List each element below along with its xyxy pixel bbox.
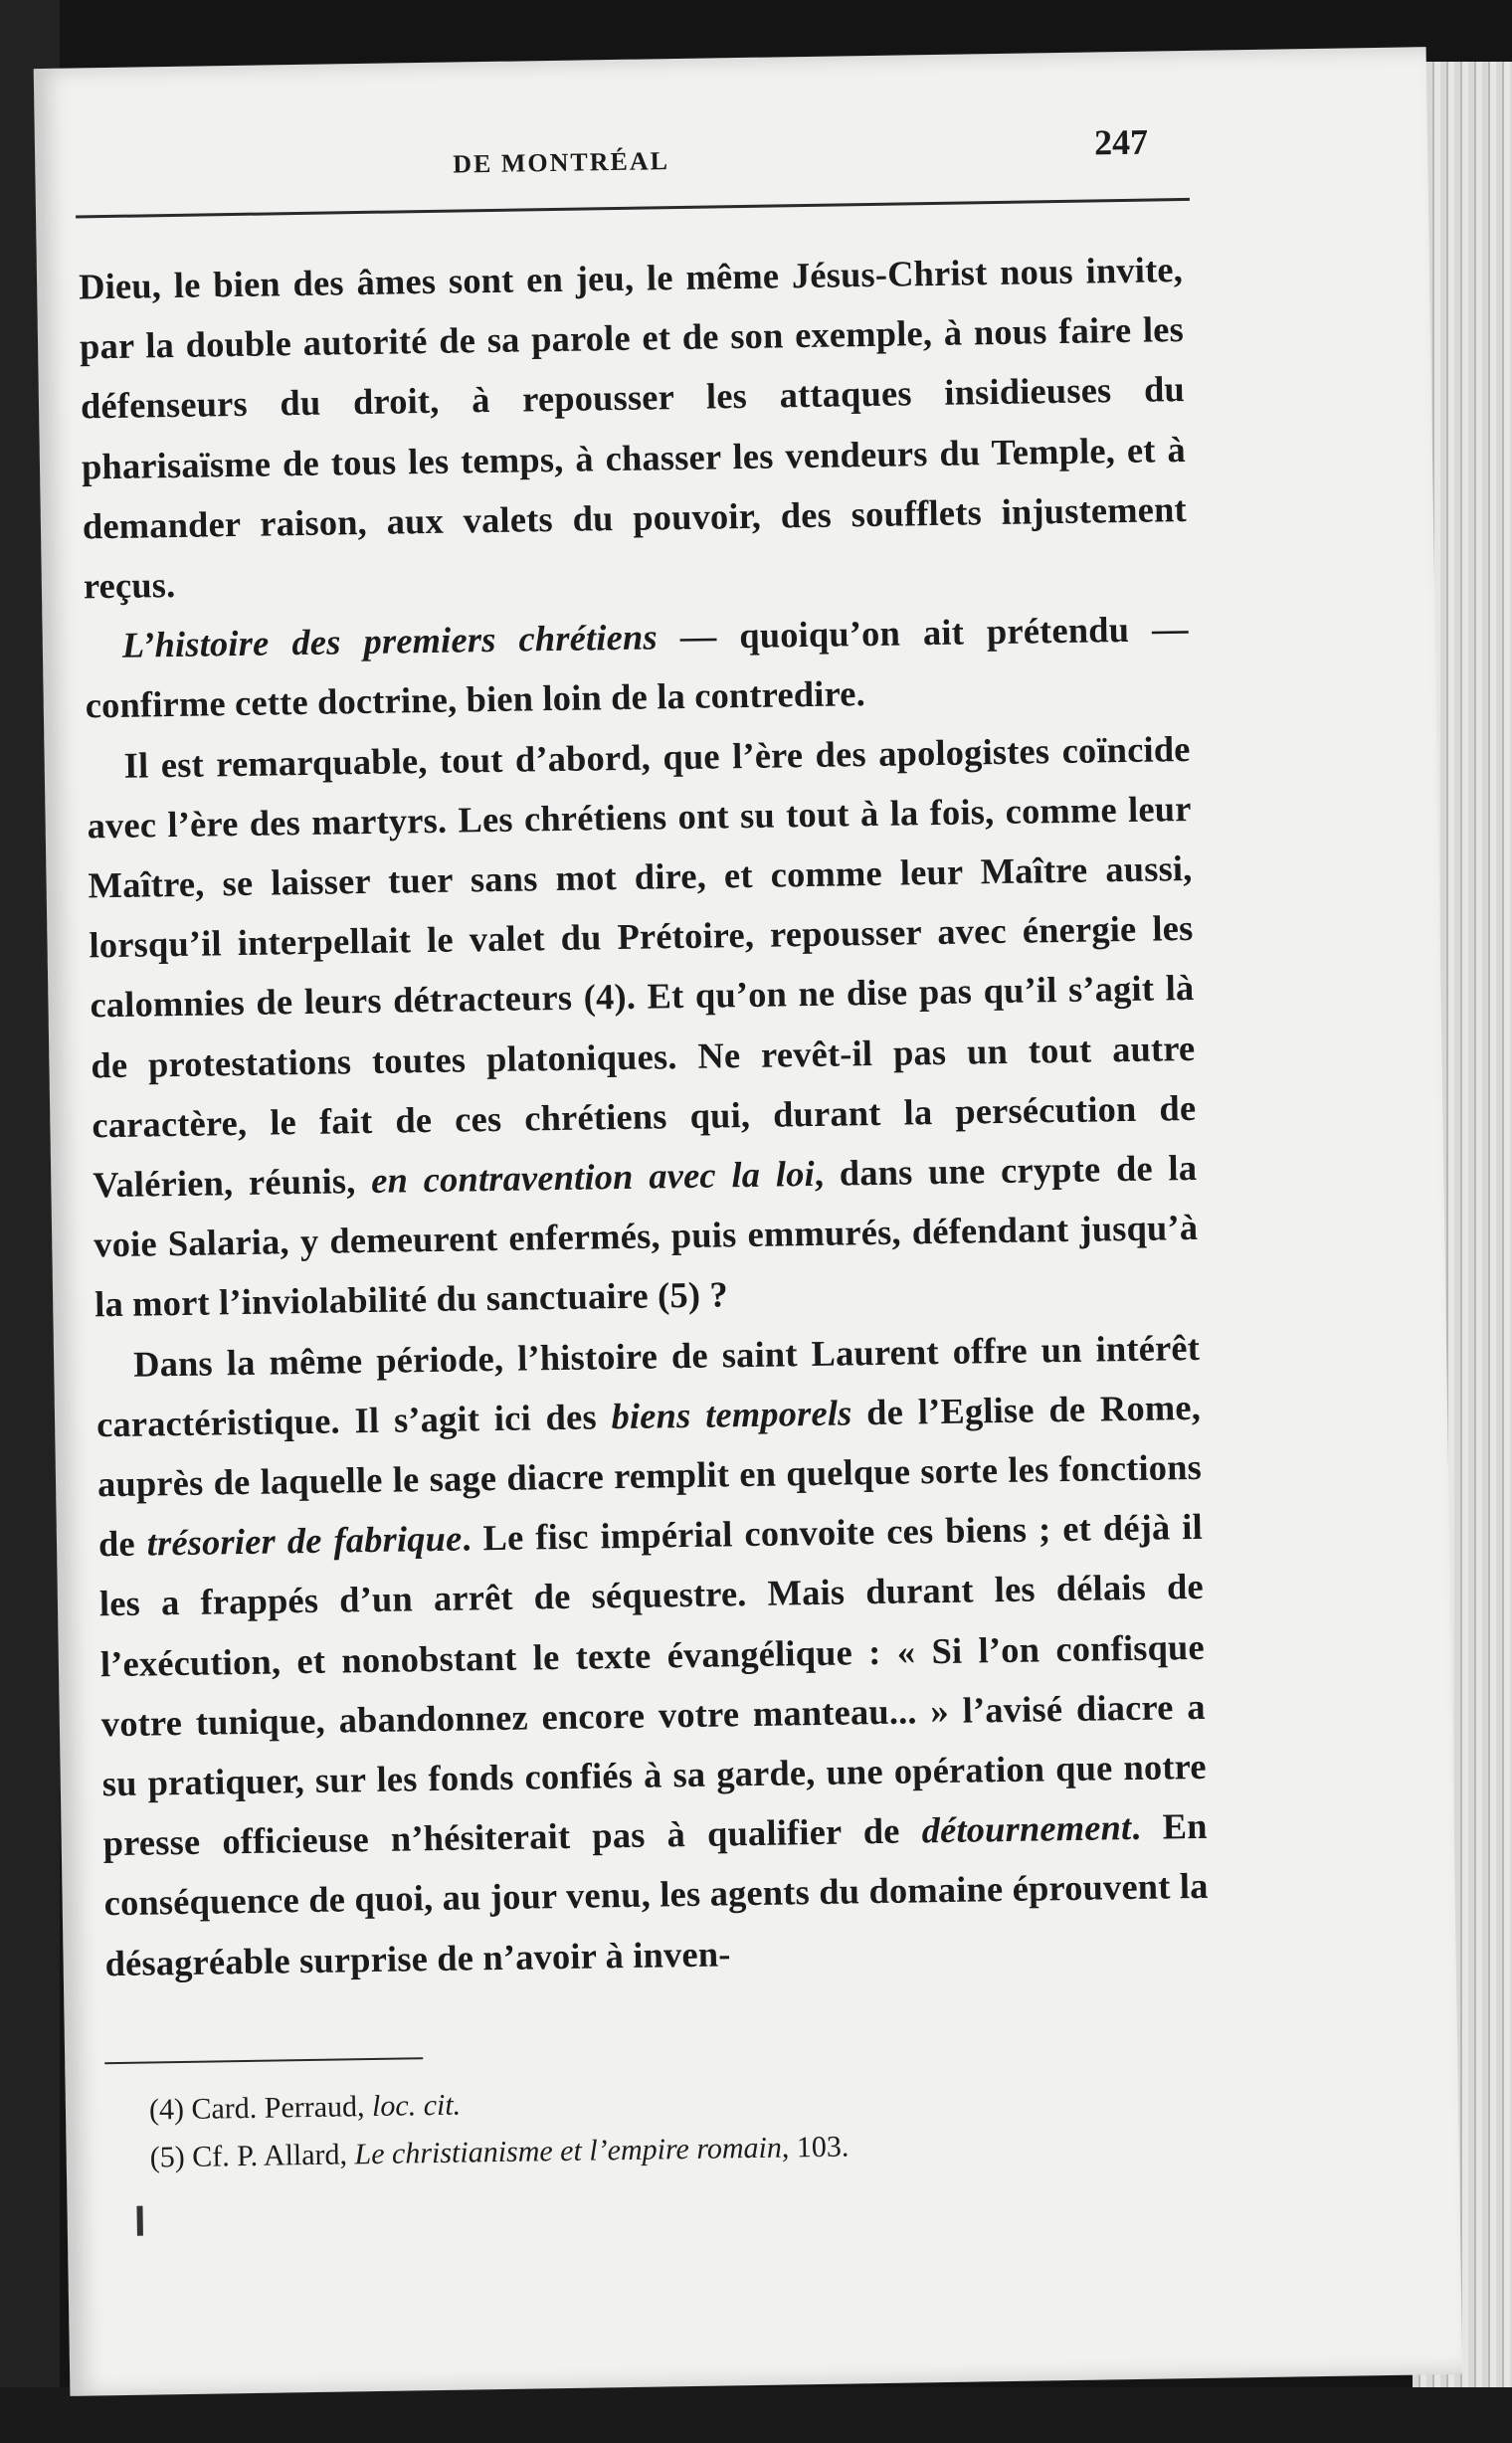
paragraph-1: Dieu, le bien des âmes sont en jeu, le même Jésus-Christ nous invite, par la double autorité de sa parole et de son exemple, à nous faire les défenseurs du droit, à repousser les attaques insidieuses du pharisaïsme de tous les temps, à chasser les vendeurs du Temple, et à demander raison, aux valets du pouvoir, des soufflets injustement reçus. — [78, 250, 1188, 607]
margin-mark — [136, 2206, 142, 2236]
paragraph-text: de l’Eglise de Rome, auprès de laquelle le sage diacre remplit en quelque sorte les fonctions de — [96, 1387, 1203, 1565]
scan-background — [0, 2387, 1512, 2443]
header-rule — [76, 198, 1190, 219]
footnote-text: , 103. — [781, 2130, 850, 2164]
paragraph-3 — [86, 719, 1199, 1335]
footnotes — [149, 2070, 1205, 2182]
body-text — [79, 240, 1210, 1993]
footnote-rule — [104, 2057, 423, 2064]
paragraph-text: — quoiqu’on ait prétendu — confirme cette doctrine, bien loin de la contredire. — [85, 609, 1190, 726]
footnote-number: (5) — [149, 2141, 185, 2174]
italic-phrase: L’histoire des premiers chrétiens — [121, 617, 659, 666]
footnote-italic: loc. cit. — [371, 2088, 462, 2124]
italic-phrase: détournement — [921, 1807, 1132, 1851]
page-number: 247 — [1093, 121, 1149, 163]
italic-phrase: trésorier de fabrique — [146, 1518, 463, 1564]
book-page — [34, 47, 1463, 2396]
running-head: DE MONTRÉAL — [453, 146, 670, 179]
paragraph-text: . Le fisc impérial convoite ces biens ; et déjà il les a frappés d’un arrêt de séquestre. Mais durant les délais de l’exécution, et nonobstant le texte évangélique : « Si l’on confisque votre tunique, abandonnez encore votre manteau... » l’avisé diacre a su pratiquer, sur les fonds confiés à sa garde, une opération que notre presse officieuse n’hésiterait pas à qualifier de — [98, 1507, 1207, 1864]
paragraph-text: , dans une crypte de la voie Salaria, y demeurent enfermés, puis emmurés, défendant jusqu’à la mort l’inviolabilité du sanctuaire (5) ? — [93, 1147, 1199, 1325]
footnote-text: Cf. P. Allard, — [184, 2138, 355, 2174]
paragraph-text: Il est remarquable, tout d’abord, que l’ère des apologistes coïncide avec l’ère des martyrs. Les chrétiens ont su tout à la fois, comme leur Maître, se laisser tuer sans mot dire, et comme leur Maître aussi, lorsqu’il interpellait le valet du Prétoire, repousser avec énergie les calomnies de leurs détracteurs (4). Et qu’on ne dise pas qu’il s’agit là de protestations toutes platoniques. Ne revêt-il pas un tout autre caractère, le fait de ces chrétiens qui, durant la persécution de Valérien, réunis, — [87, 728, 1197, 1206]
footnote-number: (4) — [148, 2093, 185, 2127]
footnote-text: Card. Perraud, — [183, 2090, 373, 2127]
paragraph-text: . En conséquence de quoi, au jour venu, les agents du domaine éprouvent la désagréable surprise de n’avoir à inven- — [103, 1806, 1209, 1983]
italic-phrase: en contravention avec la loi — [370, 1153, 816, 1201]
paragraph-4 — [95, 1318, 1210, 1994]
paragraph-2 — [84, 599, 1190, 736]
italic-phrase: biens temporels — [611, 1393, 852, 1437]
footnote-italic: Le christianisme et l’empire romain — [354, 2131, 783, 2171]
paragraph-text: Dans la même période, l’histoire de saint Laurent offre un intérêt caractéristique. Il s’agit ici des — [95, 1327, 1201, 1445]
